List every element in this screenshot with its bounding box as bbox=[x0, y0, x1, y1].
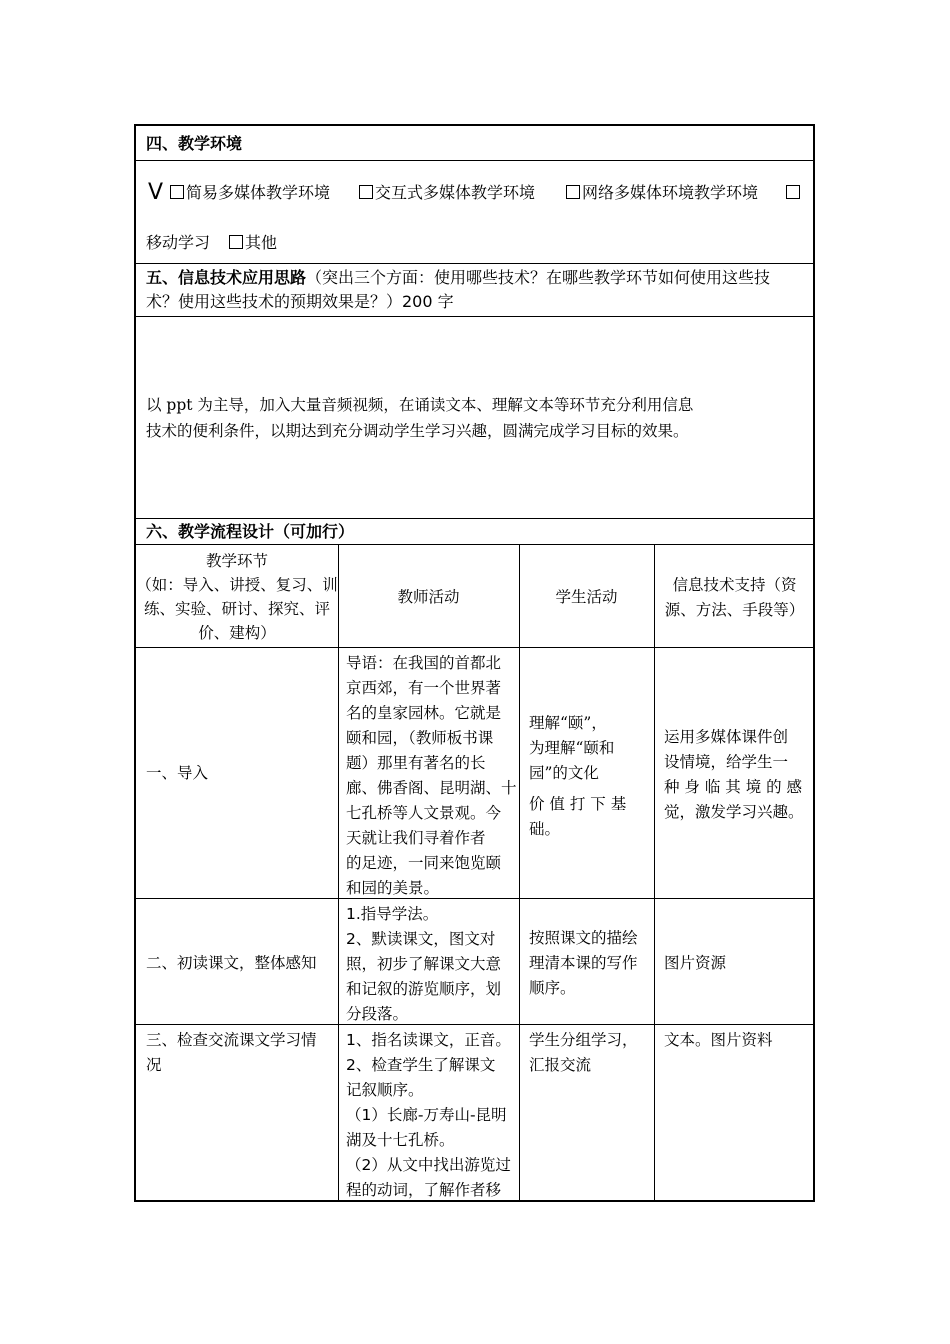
option-interactive-multimedia[interactable] bbox=[359, 181, 535, 205]
text-line: 分段落。 bbox=[346, 1005, 409, 1023]
option-mobile-learning bbox=[146, 231, 210, 255]
text-line: 京西郊，有一个世界著 bbox=[346, 679, 502, 697]
text-line: 为理解“颐和 bbox=[529, 739, 615, 757]
text-line: 照，初步了解课文大意 bbox=[346, 955, 502, 973]
text-line: 顺序。 bbox=[529, 979, 576, 997]
row-divider bbox=[136, 316, 813, 317]
section5-body-line2: 技术的便利条件，以期达到充分调动学生学习兴趣，圆满完成学习目标的效果。 bbox=[146, 422, 689, 440]
checkbox-icon[interactable] bbox=[566, 185, 580, 199]
text-line: 础。 bbox=[529, 820, 561, 838]
row2-teacher bbox=[346, 902, 514, 1027]
checkbox-icon[interactable] bbox=[229, 235, 243, 249]
text-line: 2、默读课文，图文对 bbox=[346, 930, 496, 948]
row1-stage: 一、导入 bbox=[146, 764, 209, 782]
row1-teacher bbox=[346, 651, 517, 901]
section5-heading bbox=[146, 266, 770, 290]
option-simple-multimedia[interactable] bbox=[170, 181, 330, 205]
text-line: 1、指名读课文，正音。 bbox=[346, 1031, 511, 1049]
option-other[interactable] bbox=[229, 231, 277, 255]
row2-tech: 图片资源 bbox=[664, 954, 727, 972]
row-divider bbox=[136, 544, 813, 545]
text-line: 三、检查交流课文学习情 bbox=[146, 1031, 317, 1049]
header-stage-line: 价、建构） bbox=[198, 624, 276, 642]
header-stage bbox=[136, 549, 338, 645]
header-stage-line: （如：导入、讲授、复习、训 bbox=[136, 576, 338, 594]
checkbox-icon[interactable] bbox=[170, 185, 184, 199]
section5-body-line1: 以 ppt 为主导，加入大量音频视频，在诵读文本、理解文本等环节充分利用信息 bbox=[146, 396, 694, 414]
text-line: 理解“颐”， bbox=[529, 714, 607, 732]
section6-title: 六、教学流程设计（可加行） bbox=[146, 522, 355, 541]
option-label: 简易多媒体教学环境 bbox=[186, 183, 331, 202]
header-teacher: 教师活动 bbox=[397, 588, 460, 606]
row3-teacher bbox=[346, 1028, 516, 1203]
row-divider bbox=[136, 263, 813, 264]
text-line: 学生分组学习， bbox=[529, 1031, 638, 1049]
text-line: 觉，激发学习兴趣。 bbox=[664, 803, 804, 821]
row3-student bbox=[529, 1028, 651, 1078]
checkbox-icon[interactable] bbox=[786, 185, 800, 199]
text-line: 颐和园，（教师板书课 bbox=[346, 729, 494, 747]
option-label: 其他 bbox=[245, 233, 278, 252]
text-line: 按照课文的描绘 bbox=[529, 929, 638, 947]
text-line: 和记叙的游览顺序，划 bbox=[346, 980, 502, 998]
row-divider bbox=[136, 160, 813, 161]
section4-title: 四、教学环境 bbox=[146, 134, 243, 153]
text-line: 运用多媒体课件创 bbox=[664, 728, 789, 746]
text-line: 价 值 打 下 基 bbox=[529, 795, 627, 813]
row-divider bbox=[136, 518, 813, 519]
text-line: （2）从文中找出游览过 bbox=[346, 1156, 511, 1174]
text-line: （1）长廊-万寿山-昆明 bbox=[346, 1106, 507, 1124]
row2-student bbox=[529, 926, 651, 1001]
text-line: 种 身 临 其 境 的 感 bbox=[664, 778, 803, 796]
text-line: 设情境，给学生一 bbox=[664, 753, 789, 771]
text-line: 题）那里有著名的长 bbox=[346, 754, 486, 772]
header-stage-line: 教学环节 bbox=[205, 552, 268, 570]
checkbox-icon[interactable] bbox=[359, 185, 373, 199]
text-line: 理清本课的写作 bbox=[529, 954, 638, 972]
row-divider bbox=[136, 647, 813, 648]
text-line: 天就让我们寻着作者 bbox=[346, 829, 486, 847]
header-stage-line: 练、实验、研讨、探究、评 bbox=[143, 600, 330, 618]
header-tech-line: 源、方法、手段等） bbox=[664, 601, 805, 619]
text-line: 和园的美景。 bbox=[346, 879, 440, 897]
text-line: 园”的文化 bbox=[529, 764, 599, 782]
column-divider bbox=[519, 544, 520, 1202]
row2-stage: 二、初读课文，整体感知 bbox=[146, 954, 317, 972]
text-line: 1.指导学法。 bbox=[346, 905, 439, 923]
text-line: 七孔桥等人文景观。今 bbox=[346, 804, 502, 822]
header-tech-line: 信息技术支持（资 bbox=[672, 576, 797, 594]
section5-note-line2: 术？使用这些技术的预期效果是？）200 字 bbox=[146, 292, 454, 311]
text-line: 名的皇家园林。它就是 bbox=[346, 704, 502, 722]
text-line: 廊、佛香阁、昆明湖、十 bbox=[346, 779, 517, 797]
check-mark: V bbox=[148, 180, 164, 205]
text-line: 导语：在我国的首都北 bbox=[346, 654, 502, 672]
option-label: 移动学习 bbox=[146, 233, 211, 252]
option-network-multimedia[interactable] bbox=[566, 181, 758, 205]
column-divider bbox=[338, 544, 339, 1202]
column-divider bbox=[654, 544, 655, 1202]
option-label: 网络多媒体环境教学环境 bbox=[582, 183, 759, 202]
text-line: 记叙顺序。 bbox=[346, 1081, 424, 1099]
row3-stage bbox=[146, 1028, 336, 1078]
row3-tech: 文本。图片资料 bbox=[664, 1031, 773, 1049]
teaching-design-table bbox=[134, 124, 815, 1202]
section5-note: （突出三个方面：使用哪些技术？在哪些教学环节如何使用这些技 bbox=[306, 268, 771, 287]
header-tech bbox=[654, 573, 815, 623]
text-line: 的足迹，一同来饱览颐 bbox=[346, 854, 502, 872]
section5-title: 五、信息技术应用思路 bbox=[146, 268, 307, 287]
text-line: 程的动词，了解作者移 bbox=[346, 1181, 502, 1199]
row1-tech bbox=[664, 725, 812, 825]
text-line: 湖及十七孔桥。 bbox=[346, 1131, 455, 1149]
text-line: 汇报交流 bbox=[529, 1056, 592, 1074]
header-student: 学生活动 bbox=[555, 588, 618, 606]
option-label: 交互式多媒体教学环境 bbox=[375, 183, 536, 202]
text-line: 况 bbox=[146, 1056, 162, 1074]
row1-student bbox=[529, 711, 647, 842]
option-mobile-learning-checkbox[interactable] bbox=[786, 181, 802, 205]
text-line: 2、检查学生了解课文 bbox=[346, 1056, 496, 1074]
